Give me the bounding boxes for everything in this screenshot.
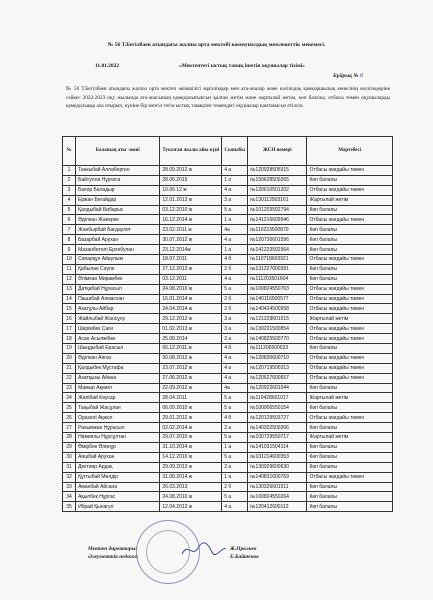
table-cell: 4 б bbox=[222, 255, 248, 265]
table-cell: 8 bbox=[63, 235, 76, 245]
table-cell: 2 б bbox=[222, 482, 248, 492]
col-number: № bbox=[63, 137, 76, 166]
table-body bbox=[63, 166, 393, 512]
table-cell: 35 bbox=[63, 502, 76, 512]
document-date: 11.01.2022 bbox=[95, 63, 119, 69]
table-cell: №120730601596 bbox=[248, 235, 307, 245]
table-cell: 25 bbox=[63, 403, 76, 413]
table-cell: 23.12.2014ж bbox=[160, 245, 222, 255]
table-cell: 29.09.2013 ж bbox=[160, 462, 222, 472]
table-cell: 03.12.2011 bbox=[160, 274, 222, 284]
table-cell: 4а bbox=[222, 383, 248, 393]
director-name: Ж.Пралиев bbox=[230, 546, 257, 552]
col-status: Мәртебесі bbox=[307, 137, 393, 166]
table-cell: Дектияр Ардақ bbox=[76, 462, 160, 472]
table-cell: 7 bbox=[63, 225, 76, 235]
table-cell: Отбасы жағдайы төмен bbox=[307, 353, 393, 363]
table-cell: 14 bbox=[63, 294, 76, 304]
table-cell: 2 а bbox=[222, 334, 248, 344]
table-cell: 5 а bbox=[222, 452, 248, 462]
table-cell: 28 bbox=[63, 433, 76, 443]
social-pedagogue-label: Әлеуметтік педагог: bbox=[88, 554, 139, 560]
table-row bbox=[63, 225, 393, 235]
table-cell: Жартылай жетім bbox=[307, 195, 393, 205]
table-cell: №101214600353 bbox=[248, 452, 307, 462]
date-line bbox=[95, 63, 305, 69]
table-cell: Азатұлы Айбар bbox=[76, 304, 160, 314]
table-row bbox=[63, 403, 393, 413]
table-cell: №120610501202 bbox=[248, 185, 307, 195]
table-cell: 4 а bbox=[222, 166, 248, 176]
table-cell: Отбасы жағдайы төмен bbox=[307, 373, 393, 383]
table-cell: №110428601017 bbox=[248, 393, 307, 403]
table-cell: №140831600769 bbox=[248, 472, 307, 482]
table-row bbox=[63, 314, 393, 324]
table-cell: №121229601015 bbox=[248, 314, 307, 324]
table-cell: Көп балалы bbox=[307, 383, 393, 393]
table-cell: №130221500854 bbox=[248, 324, 307, 334]
table-cell: 24 bbox=[63, 393, 76, 403]
table-cell: №120830600710 bbox=[248, 353, 307, 363]
table-cell: 4 б bbox=[222, 344, 248, 354]
table-cell: 4 а bbox=[222, 353, 248, 363]
col-iin: ЖСН номері bbox=[248, 137, 307, 166]
table-cell: Отбасы жағдайы төмен bbox=[307, 413, 393, 423]
table-cell: 3 а bbox=[222, 314, 248, 324]
table-row bbox=[63, 245, 393, 255]
table-row bbox=[63, 205, 393, 215]
table-row bbox=[63, 284, 393, 294]
table-row bbox=[63, 452, 393, 462]
table-cell: 24.08.2010 ж bbox=[160, 492, 222, 502]
table-cell: 28.04.2011 bbox=[160, 393, 222, 403]
table-cell: Ақылбек Нұргас bbox=[76, 492, 160, 502]
table-cell: 6 bbox=[63, 215, 76, 225]
table-row bbox=[63, 166, 393, 176]
table-cell: 2 а bbox=[222, 423, 248, 433]
table-cell: Көп балалы bbox=[307, 492, 393, 502]
table-cell: №130326601511 bbox=[248, 482, 307, 492]
table-cell: Әділхан Аягөз bbox=[76, 353, 160, 363]
table-cell: 2 bbox=[63, 175, 76, 185]
table-cell: 3 а bbox=[222, 195, 248, 205]
table-cell: 5 а bbox=[222, 393, 248, 403]
table-cell: 5 bbox=[63, 205, 76, 215]
table-cell: Аяшбай Арухан bbox=[76, 452, 160, 462]
table-cell: 02.02.2014 ж bbox=[160, 423, 222, 433]
table-cell: №131227600391 bbox=[248, 264, 307, 274]
table-cell: Шыңдыбай Ерасыл bbox=[76, 344, 160, 354]
table-cell: 4 а bbox=[222, 274, 248, 284]
table-cell: Жартылай жетім bbox=[307, 433, 393, 443]
students-table bbox=[62, 136, 393, 512]
table-cell: 17 bbox=[63, 324, 76, 334]
table-cell: Көп балалы bbox=[307, 245, 393, 255]
table-cell: 2 б bbox=[222, 294, 248, 304]
table-cell: №130112503161 bbox=[248, 195, 307, 205]
table-cell: 27.12.2013 ж bbox=[160, 264, 222, 274]
order-number-handwritten: 6 bbox=[359, 73, 364, 79]
table-cell: 06.12.2011 ж bbox=[160, 344, 222, 354]
table-cell: 24.08.2010 ж bbox=[160, 284, 222, 294]
table-row bbox=[63, 344, 393, 354]
table-cell: 30 bbox=[63, 452, 76, 462]
table-cell: №130929600630 bbox=[248, 462, 307, 472]
table-cell: 23.02.2011 ж bbox=[160, 225, 222, 235]
table-cell: 2 б bbox=[222, 304, 248, 314]
table-row bbox=[63, 472, 393, 482]
table-cell: 4 а bbox=[222, 502, 248, 512]
table-cell: 11 bbox=[63, 264, 76, 274]
order-number bbox=[333, 73, 363, 79]
table-cell: Көп балалы bbox=[307, 442, 393, 452]
table-cell: 32 bbox=[63, 472, 76, 482]
table-row bbox=[63, 383, 393, 393]
table-cell: №110718603921 bbox=[248, 255, 307, 265]
table-cell: Аманбай Айсана bbox=[76, 482, 160, 492]
col-class: Сыныбы bbox=[222, 137, 248, 166]
table-cell: 1 а bbox=[222, 215, 248, 225]
table-cell: 2 а bbox=[222, 462, 248, 472]
table-cell: №120412600112 bbox=[248, 502, 307, 512]
table-cell: 5 а bbox=[222, 205, 248, 215]
table-cell: Пашабай Алмасхан bbox=[76, 294, 160, 304]
table-cell: 16.12.2014 ж bbox=[160, 215, 222, 225]
table-cell: 4 а bbox=[222, 235, 248, 245]
table-cell: №141031504114 bbox=[248, 442, 307, 452]
table-cell: Бахор Баладыр bbox=[76, 185, 160, 195]
table-cell: №141223502964 bbox=[248, 245, 307, 255]
table-row bbox=[63, 195, 393, 205]
table-cell: №141216609946 bbox=[248, 215, 307, 225]
table-cell: Шерімбек Сағи bbox=[76, 324, 160, 334]
table-cell: Азатқызы Айана bbox=[76, 373, 160, 383]
table-cell: Датқабай Нұрасыл bbox=[76, 284, 160, 294]
table-cell: Көп балалы bbox=[307, 205, 393, 215]
table-cell: 3 bbox=[63, 185, 76, 195]
table-cell: Көп балалы bbox=[307, 225, 393, 235]
table-row bbox=[63, 294, 393, 304]
table-cell: Отбасы жағдайы төмен bbox=[307, 334, 393, 344]
table-cell: 03.12.2010 ж bbox=[160, 205, 222, 215]
table-cell: 1 а bbox=[222, 442, 248, 452]
social-pedagogue-name: Е.Байтенов bbox=[230, 554, 259, 560]
table-cell: 10 bbox=[63, 255, 76, 265]
table-row bbox=[63, 215, 393, 225]
table-cell: Көп балалы bbox=[307, 175, 393, 185]
table-cell: 18 bbox=[63, 334, 76, 344]
table-cell: №120922601044 bbox=[248, 383, 307, 393]
table-cell: 27 bbox=[63, 423, 76, 433]
table-row bbox=[63, 363, 393, 373]
table-cell: Жанбырбай Бағдаулет bbox=[76, 225, 160, 235]
table-row bbox=[63, 442, 393, 452]
table-cell: 23 bbox=[63, 383, 76, 393]
table-cell: №100906550154 bbox=[248, 403, 307, 413]
table-cell: 30.08.2012 ж bbox=[160, 353, 222, 363]
table-cell: Көп балалы bbox=[307, 403, 393, 413]
table-row bbox=[63, 423, 393, 433]
table-row bbox=[63, 353, 393, 363]
table-cell: Қалдыбай Бибарыс bbox=[76, 205, 160, 215]
table-cell: 29 bbox=[63, 442, 76, 452]
table-row bbox=[63, 373, 393, 383]
table-row bbox=[63, 255, 393, 265]
table-cell: Ержан Бегайдар bbox=[76, 195, 160, 205]
col-name: Баланың аты -жөні bbox=[76, 137, 160, 166]
table-cell: №150628500265 bbox=[248, 175, 307, 185]
table-cell: Көп балалы bbox=[307, 274, 393, 284]
table-cell: Жартылай жетім bbox=[307, 393, 393, 403]
table-cell: Отбасы жағдайы төмен bbox=[307, 472, 393, 482]
table-cell: №120719500313 bbox=[248, 363, 307, 373]
table-cell: Әлімхан Мирамбек bbox=[76, 274, 160, 284]
table-cell: №111203501604 bbox=[248, 274, 307, 284]
table-cell: Байтулла Нұргиса bbox=[76, 175, 160, 185]
table-cell: №140424500958 bbox=[248, 304, 307, 314]
table-cell: 1 а bbox=[222, 472, 248, 482]
table-cell: 29.07.2010 ж bbox=[160, 433, 222, 443]
table-cell: №100824550763 bbox=[248, 284, 307, 294]
table-cell: 27.06.2012 ж bbox=[160, 373, 222, 383]
table-cell: 12.01.2013 ж bbox=[160, 195, 222, 205]
table-cell: 25.08.2014 bbox=[160, 334, 222, 344]
table-row bbox=[63, 462, 393, 472]
table-cell: Көп балалы bbox=[307, 344, 393, 354]
table-cell: №120928505915 bbox=[248, 166, 307, 176]
table-cell: №111206500533 bbox=[248, 344, 307, 354]
order-label: Бұйрық № bbox=[333, 73, 359, 79]
table-cell: Жартылай жетім bbox=[307, 314, 393, 324]
table-cell: 21 bbox=[63, 363, 76, 373]
table-row bbox=[63, 274, 393, 284]
table-cell: 22 bbox=[63, 373, 76, 383]
table-cell: 24.04.2014 ж bbox=[160, 304, 222, 314]
table-row bbox=[63, 185, 393, 195]
table-cell: 1 о bbox=[222, 175, 248, 185]
table-cell: Көп балалы bbox=[307, 482, 393, 492]
table-cell: 30.07.2012 ж bbox=[160, 235, 222, 245]
table-row bbox=[63, 264, 393, 274]
table-cell: Отбасы жағдайы төмен bbox=[307, 185, 393, 195]
table-cell: 3 а bbox=[222, 324, 248, 334]
table-cell: 18.07.2011 bbox=[160, 255, 222, 265]
table-cell: Отбасы жағдайы төмен bbox=[307, 363, 393, 373]
table-cell: Асан Асылжібек bbox=[76, 334, 160, 344]
table-cell: 4 bbox=[63, 195, 76, 205]
table-cell: 34 bbox=[63, 492, 76, 502]
table-cell: №140825500770 bbox=[248, 334, 307, 344]
table-cell: Қалдыбек Мұстафа bbox=[76, 363, 160, 373]
table-cell: 22.09.2012 ж bbox=[160, 383, 222, 393]
table-cell: 19 bbox=[63, 344, 76, 354]
table-cell: 31 bbox=[63, 462, 76, 472]
table-cell: Таңыбай Жасұлан bbox=[76, 403, 160, 413]
table-cell: Өмірбек Әлинұр bbox=[76, 442, 160, 452]
document-title: «Мектептегі ыстық тамақ ішетін оқушылар тізімі» bbox=[179, 63, 305, 69]
table-cell: Отбасы жағдайы төмен bbox=[307, 215, 393, 225]
table-cell: Маханбетәлі Ерхебулан bbox=[76, 245, 160, 255]
table-cell: Отбасы жағдайы төмен bbox=[307, 324, 393, 334]
table-cell: 5 а bbox=[222, 284, 248, 294]
table-cell: Оразәлі Ақжол bbox=[76, 413, 160, 423]
table-cell: 06.09.2010 ж bbox=[160, 403, 222, 413]
table-cell: 29.12.2012 ж bbox=[160, 314, 222, 324]
table-cell: Намиялы Нұрсұлтан bbox=[76, 433, 160, 443]
table-cell: 4 б bbox=[222, 413, 248, 423]
table-cell: №120129503727 bbox=[248, 413, 307, 423]
table-cell: Отбасы жағдайы төмен bbox=[307, 284, 393, 294]
table-row bbox=[63, 175, 393, 185]
table-cell: 20 bbox=[63, 353, 76, 363]
table-cell: 4 а bbox=[222, 185, 248, 195]
table-cell: 26 bbox=[63, 413, 76, 423]
table-cell: Жайлыбай Жансұлу bbox=[76, 314, 160, 324]
table-cell: Көп балалы bbox=[307, 235, 393, 245]
table-cell: №101203502794 bbox=[248, 205, 307, 215]
table-cell: №140116500577 bbox=[248, 294, 307, 304]
table-cell: Базарбай Арухан bbox=[76, 235, 160, 245]
table-row bbox=[63, 304, 393, 314]
table-cell: Отбасы жағдайы төмен bbox=[307, 255, 393, 265]
table-cell: Әділхан Жанерке bbox=[76, 215, 160, 225]
table-cell: №100729550717 bbox=[248, 433, 307, 443]
table-cell: 16.01.2014 ж bbox=[160, 294, 222, 304]
intro-paragraph: № 56 Т.Бегілбаев атындағы жалпы орта мектеп әкімшілігі мұғалімдер мен ата-аналар және кәсіподақ қамқоршылық кенесінің келісімдеріне сәйкес 2022-2023 оқу жылында ата-анасының қамқорлығынсыз қалған жетім және жартылай жетім, көп балалы, отбасы төмен оқушыларды қамқорлыққа ала отырып, күніне бір мезгіл тегін ыстық тамақпен төмендегі оқушылар қамтамасыз етілсін. bbox=[66, 86, 390, 109]
table-cell: №100824550264 bbox=[248, 492, 307, 502]
table-cell: 1 bbox=[63, 166, 76, 176]
table-cell: 01.02.2013 ж bbox=[160, 324, 222, 334]
table-cell: 13 bbox=[63, 284, 76, 294]
table-cell: 5 а bbox=[222, 433, 248, 443]
table-cell: 4а bbox=[222, 225, 248, 235]
table-cell: 31.10.2014 ж bbox=[160, 442, 222, 452]
table-cell: 5 а bbox=[222, 492, 248, 502]
table-cell: 26.03.2013 bbox=[160, 482, 222, 492]
table-cell: 28.06.2015 bbox=[160, 175, 222, 185]
director-signature bbox=[180, 540, 228, 560]
table-row bbox=[63, 482, 393, 492]
director-label: Мектеп директоры: bbox=[88, 546, 138, 552]
table-cell: №140202500306 bbox=[248, 423, 307, 433]
table-cell: 28.09.2012 ж bbox=[160, 166, 222, 176]
table-row bbox=[63, 235, 393, 245]
table-cell: Рахымжан Нұрасыл bbox=[76, 423, 160, 433]
table-cell: Қабылан Сәуле bbox=[76, 264, 160, 274]
table-cell: Көп балалы bbox=[307, 462, 393, 472]
table-cell: №120627600657 bbox=[248, 373, 307, 383]
table-row bbox=[63, 433, 393, 443]
table-row bbox=[63, 334, 393, 344]
table-header-row bbox=[63, 137, 393, 166]
table-cell: 10.06.12 ж bbox=[160, 185, 222, 195]
table-cell: Көп балалы bbox=[307, 502, 393, 512]
table-row bbox=[63, 502, 393, 512]
table-cell: Отбасы жағдайы төмен bbox=[307, 166, 393, 176]
table-cell: 12.04.2012 ж bbox=[160, 502, 222, 512]
school-header: № 56 Т.Бегілбаев атындағы жалпы орта мектебі коммуналдық мемлекеттік мекемесі. bbox=[107, 42, 326, 48]
table-cell: Ибрай Қынагул bbox=[76, 502, 160, 512]
table-cell: Отбасы жағдайы төмен bbox=[307, 294, 393, 304]
table-cell: 16 bbox=[63, 314, 76, 324]
table-cell: 29.01.2012 ж bbox=[160, 413, 222, 423]
table-cell: 23.07.2012 ж bbox=[160, 363, 222, 373]
table-row bbox=[63, 324, 393, 334]
table-cell: Жалібай Кәусар bbox=[76, 393, 160, 403]
table-cell: №110223500870 bbox=[248, 225, 307, 235]
table-cell: 15 bbox=[63, 304, 76, 314]
table-cell: Көп балалы bbox=[307, 264, 393, 274]
table-row bbox=[63, 413, 393, 423]
table-row bbox=[63, 393, 393, 403]
table-cell: 5 а bbox=[222, 403, 248, 413]
table-cell: Көп балалы bbox=[307, 452, 393, 462]
table-cell: Мамыр Ақниет bbox=[76, 383, 160, 393]
table-cell: Танкыбай Аллаберген bbox=[76, 166, 160, 176]
table-cell: 31.08.2014 ж bbox=[160, 472, 222, 482]
table-cell: Құттыбай Мөлдір bbox=[76, 472, 160, 482]
table-cell: 4 а bbox=[222, 363, 248, 373]
table-row bbox=[63, 492, 393, 502]
table-cell: 2 б bbox=[222, 264, 248, 274]
table-cell: 14.12.2010 ж bbox=[160, 452, 222, 462]
table-cell: 9 bbox=[63, 245, 76, 255]
table-cell: Сапарқұл Айаулым bbox=[76, 255, 160, 265]
table-cell: 1 а bbox=[222, 245, 248, 255]
table-cell: Отбасы жағдайы төмен bbox=[307, 304, 393, 314]
table-cell: Көп балалы bbox=[307, 423, 393, 433]
table-cell: 4 а bbox=[222, 373, 248, 383]
table-cell: 33 bbox=[63, 482, 76, 492]
col-birthdate: Туылған жылы айы күні bbox=[160, 137, 222, 166]
table-cell: 12 bbox=[63, 274, 76, 284]
